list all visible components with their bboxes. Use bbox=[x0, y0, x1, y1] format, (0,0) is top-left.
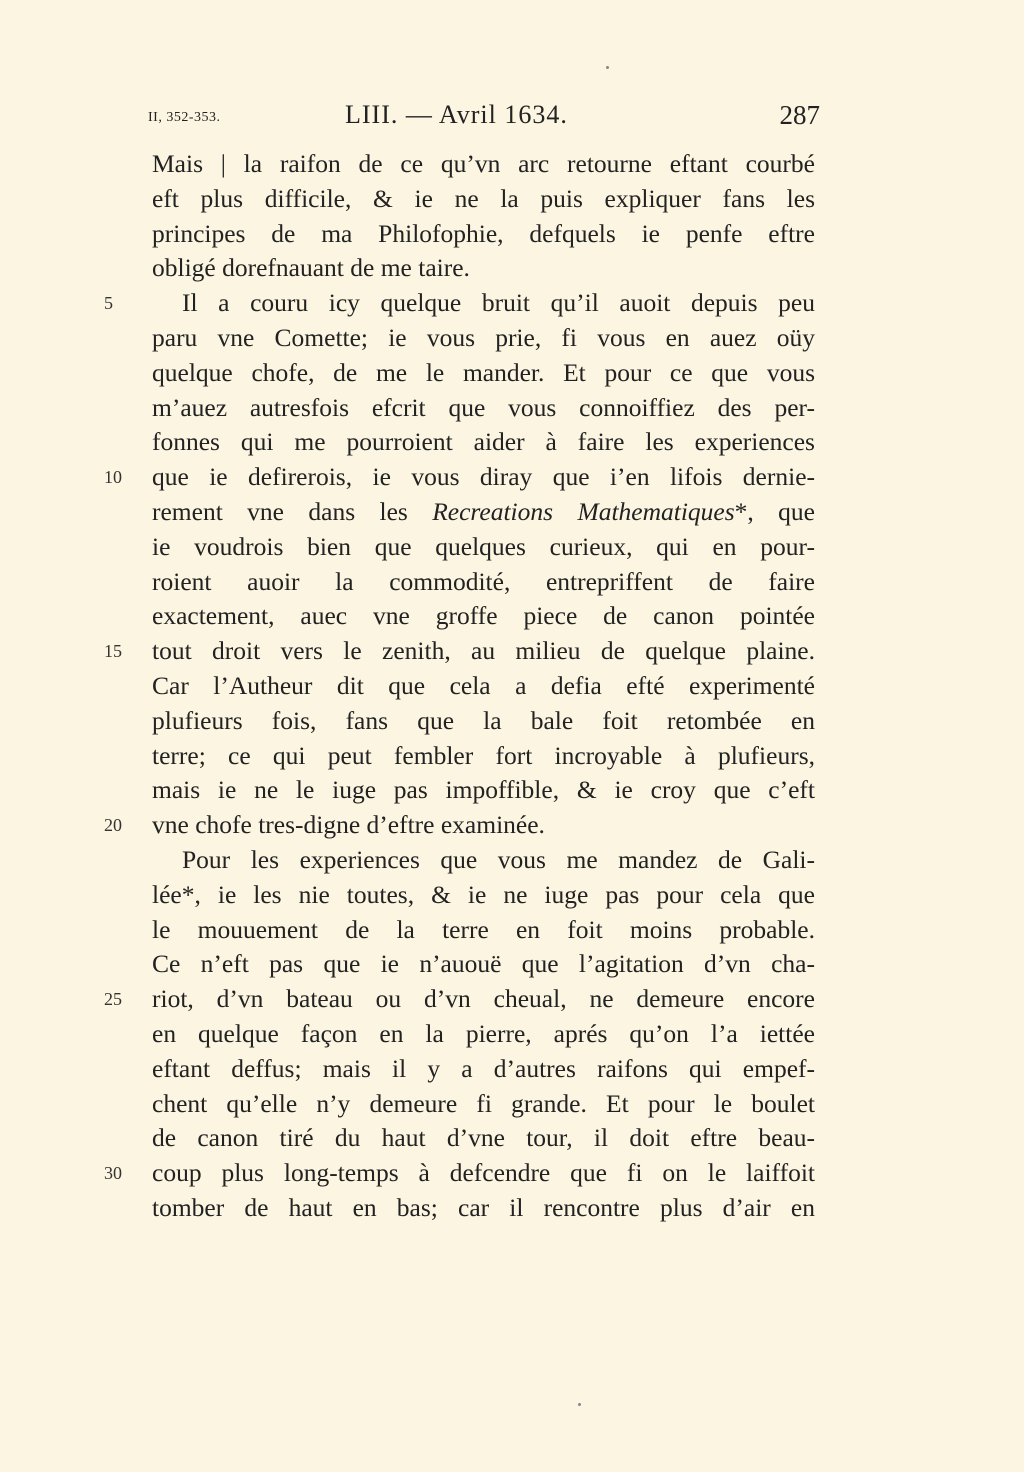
text-line bbox=[152, 217, 815, 252]
text-line bbox=[152, 704, 815, 739]
line-number: 25 bbox=[104, 989, 122, 1010]
text-line bbox=[152, 599, 815, 634]
line-text: Ce n’eft pas que ie n’auouë que l’agitation d’vn cha- bbox=[152, 949, 815, 979]
line-text: eft plus difficile, & ie ne la puis expliquer fans les bbox=[152, 183, 815, 213]
line-text: Car l’Autheur dit que cela a defia efté experimenté bbox=[152, 670, 815, 700]
line-text: coup plus long-temps à defcendre que fi on le laiffoit bbox=[152, 1158, 815, 1188]
volume-page-reference: II, 352-353. bbox=[148, 110, 221, 125]
line-text: Pour les experiences que vous me mandez de Gali- bbox=[182, 844, 815, 874]
line-text: quelque chofe, de me le mander. Et pour ce que vous bbox=[152, 357, 815, 387]
text-line bbox=[152, 356, 815, 391]
text-line bbox=[152, 425, 815, 460]
text-line bbox=[152, 147, 815, 182]
text-line bbox=[152, 530, 815, 565]
line-number: 30 bbox=[104, 1163, 122, 1184]
line-text: mais ie ne le iuge pas impoffible, & ie croy que c’eft bbox=[152, 775, 815, 805]
line-text: chent qu’elle n’y demeure fi grande. Et pour le boulet bbox=[152, 1088, 815, 1118]
text-line bbox=[152, 182, 815, 217]
text-line bbox=[152, 495, 815, 530]
text-line bbox=[152, 947, 815, 982]
text-line bbox=[152, 1121, 815, 1156]
line-text: de canon tiré du haut d’vne tour, il doit eftre beau- bbox=[152, 1123, 815, 1153]
line-text: en quelque façon en la pierre, aprés qu’on l’a iettée bbox=[152, 1018, 815, 1048]
line-text: lée*, ie les nie toutes, & ie ne iuge pas pour cela que bbox=[152, 879, 815, 909]
text-line bbox=[104, 286, 815, 321]
text-line bbox=[152, 1087, 815, 1122]
text-line bbox=[152, 321, 815, 356]
line-text: exactement, auec vne groffe piece de canon pointée bbox=[152, 601, 815, 631]
line-text: que ie defirerois, ie vous diray que i’en lifois dernie- bbox=[152, 462, 815, 492]
line-text: terre; ce qui peut fembler fort incroyable à plufieurs, bbox=[152, 740, 815, 770]
text-line bbox=[152, 251, 815, 286]
line-text: paru vne Comette; ie vous prie, fi vous en auez oüy bbox=[152, 322, 815, 352]
line-number: 15 bbox=[104, 641, 122, 662]
line-text: rement vne dans les bbox=[152, 496, 433, 526]
line-number: 20 bbox=[104, 815, 122, 836]
line-text: tomber de haut en bas; car il rencontre plus d’air en bbox=[152, 1192, 815, 1222]
line-text: ie voudrois bien que quelques curieux, qui en pour- bbox=[152, 531, 815, 561]
text-line bbox=[104, 1156, 815, 1191]
line-text: plufieurs fois, fans que la bale foit retombée en bbox=[152, 705, 815, 735]
body-text bbox=[104, 147, 815, 1226]
line-text: fonnes qui me pourroient aider à faire les experiences bbox=[152, 427, 815, 457]
line-text: Il a couru icy quelque bruit qu’il auoit depuis peu bbox=[182, 288, 815, 318]
text-line bbox=[104, 634, 815, 669]
text-line bbox=[152, 1191, 815, 1226]
text-line bbox=[152, 391, 815, 426]
line-text: vne chofe tres-digne d’eftre examinée. bbox=[152, 810, 545, 840]
text-line bbox=[152, 773, 815, 808]
letter-title: LIII. — Avril 1634. bbox=[345, 100, 568, 129]
line-text: m’auez autresfois efcrit que vous connoiffiez des per- bbox=[152, 392, 815, 422]
line-text: principes de ma Philofophie, defquels ie penfe eftre bbox=[152, 218, 815, 248]
line-text: tout droit vers le zenith, au milieu de quelque plaine. bbox=[152, 636, 815, 666]
text-line bbox=[152, 739, 815, 774]
line-number: 5 bbox=[104, 293, 113, 314]
page-number: 287 bbox=[779, 100, 820, 130]
text-line bbox=[152, 1052, 815, 1087]
line-text: Mais | la raifon de ce qu’vn arc retourne eftant courbé bbox=[152, 149, 815, 178]
text-line bbox=[152, 669, 815, 704]
line-text: roient auoir la commodité, entrepriffent de faire bbox=[152, 566, 815, 596]
line-text: riot, d’vn bateau ou d’vn cheual, ne demeure encore bbox=[152, 984, 815, 1014]
text-line bbox=[152, 843, 815, 878]
book-title-italic: Recreations Mathematiques bbox=[432, 496, 735, 526]
text-line bbox=[152, 1017, 815, 1052]
line-text: obligé dorefnauant de me taire. bbox=[152, 253, 470, 283]
text-line bbox=[152, 878, 815, 913]
text-line bbox=[104, 808, 815, 843]
line-text: le mouuement de la terre en foit moins probable. bbox=[152, 914, 815, 944]
running-header bbox=[140, 100, 820, 140]
text-line bbox=[152, 565, 815, 600]
text-line bbox=[104, 982, 815, 1017]
line-number: 10 bbox=[104, 467, 122, 488]
text-line bbox=[104, 460, 815, 495]
paper-speck bbox=[606, 66, 609, 69]
line-text: eftant deffus; mais il y a d’autres raifons qui empef- bbox=[152, 1053, 815, 1083]
paper-speck bbox=[578, 1403, 581, 1406]
line-text-continued: *, que bbox=[734, 496, 815, 526]
text-line bbox=[152, 913, 815, 948]
